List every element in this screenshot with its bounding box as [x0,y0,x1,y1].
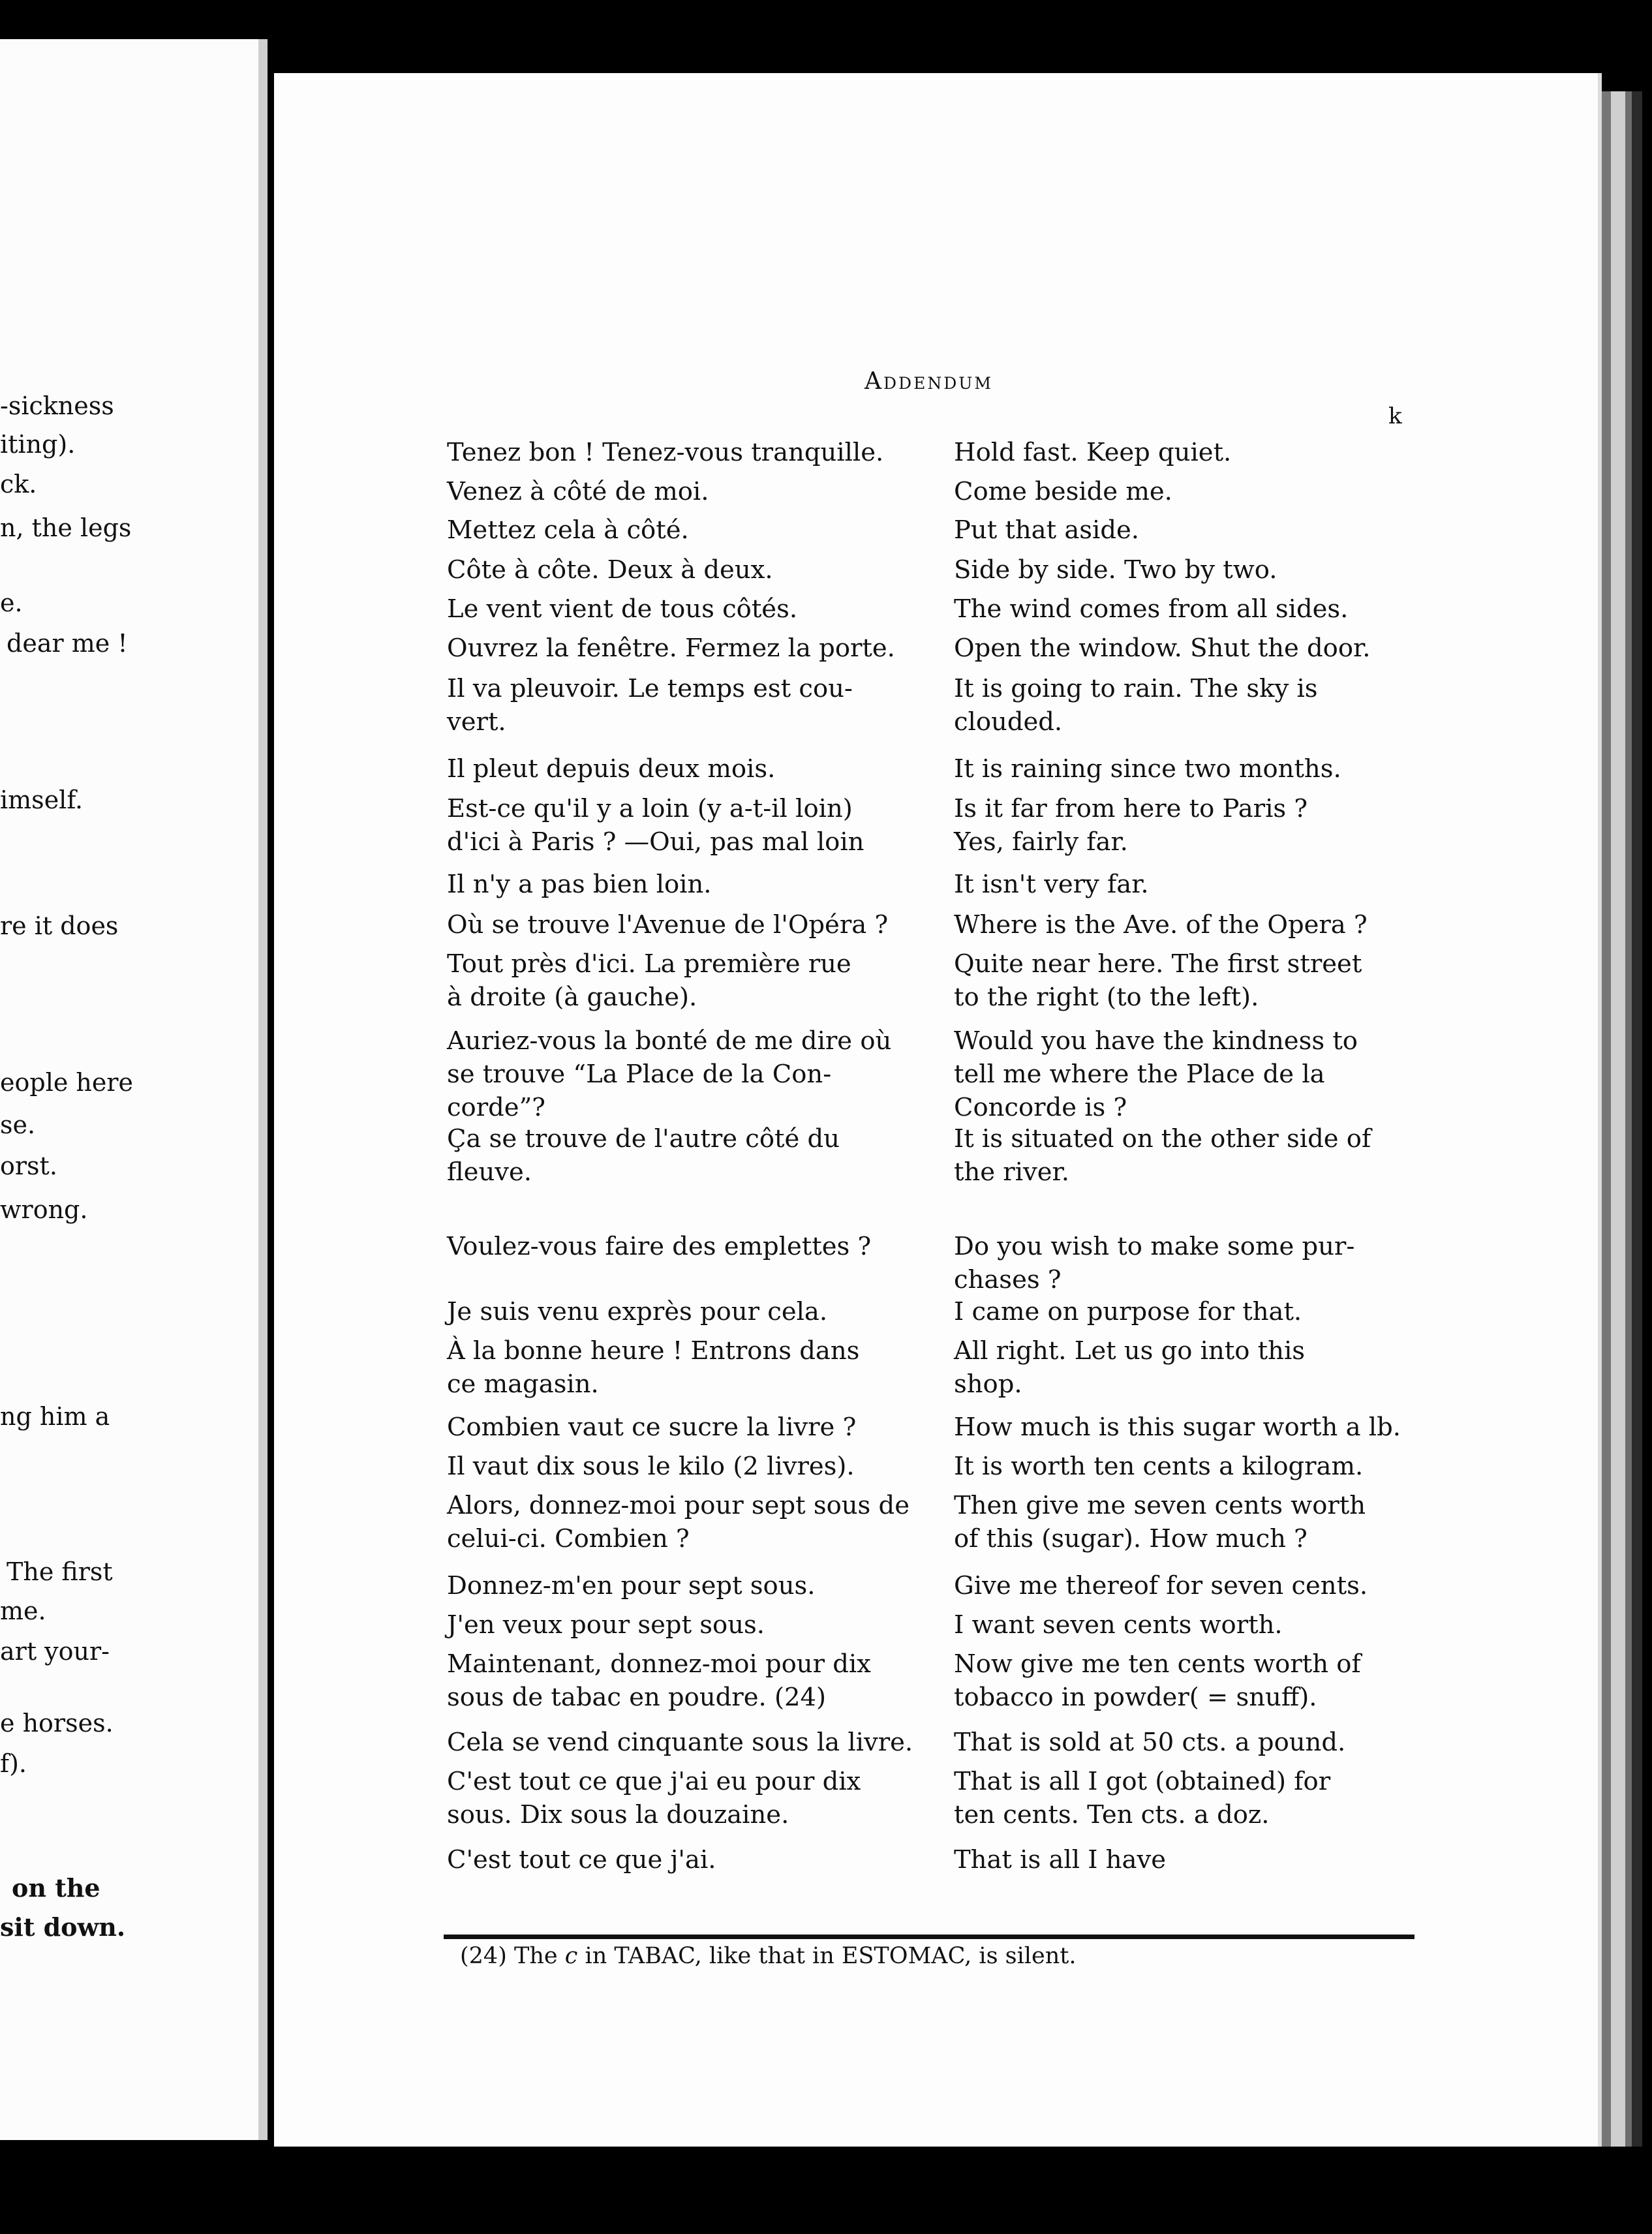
english-translation [954,868,1424,901]
english-line: That is all I have [954,1845,1166,1874]
footnote-rule [444,1935,1415,1939]
english-translation [954,792,1424,859]
left-fragment: dear me ! [7,629,128,658]
footnote-number: (24) [460,1943,507,1969]
english-translation [954,1726,1424,1759]
french-line: Venez à côté de moi. [447,477,709,506]
left-fragment: me. [0,1597,46,1625]
french-line: Je suis venu exprès pour cela. [447,1297,828,1326]
french-line: Voulez-vous faire des emplettes ? [447,1232,872,1261]
french-phrase [447,1647,936,1714]
english-line: tobacco in powder( = snuff). [954,1683,1317,1712]
left-fragment: ck. [0,470,37,498]
english-line: of this (sugar). How much ? [954,1524,1308,1553]
english-line: Come beside me. [954,477,1172,506]
english-translation [954,592,1424,626]
french-line: À la bonne heure ! Entrons dans [447,1336,860,1366]
french-phrase [447,1608,936,1642]
french-phrase [447,1411,936,1444]
english-line: Open the window. Shut the door. [954,634,1371,663]
french-line: celui-ci. Combien ? [447,1524,690,1553]
french-phrase [447,513,936,547]
french-line: Ouvrez la fenêtre. Fermez la porte. [447,634,895,663]
english-line: Side by side. Two by two. [954,555,1277,585]
french-line: J'en veux pour sept sous. [447,1610,765,1640]
french-line: d'ici à Paris ? —Oui, pas mal loin [447,827,864,857]
english-line: Concorde is ? [954,1093,1127,1122]
french-phrase [447,1122,936,1189]
english-line: Give me thereof for seven cents. [954,1571,1368,1600]
english-translation [954,1411,1424,1444]
french-phrase [447,1765,936,1831]
french-line: Combien vaut ce sucre la livre ? [447,1413,857,1442]
left-fragment: The first [7,1557,113,1586]
english-line: clouded. [954,707,1063,737]
english-translation [954,908,1424,941]
english-line: It is going to rain. The sky is [954,674,1318,703]
footnote-text: is silent. [979,1943,1077,1969]
english-line: Hold fast. Keep quiet. [954,438,1232,467]
french-line: Est-ce qu'il y a loin (y a-t-il loin) [447,794,853,823]
english-line: tell me where the Place de la [954,1060,1325,1089]
footnote-word: ESTOMAC, [841,1943,972,1969]
french-line: fleuve. [447,1157,532,1187]
french-phrase [447,1843,936,1876]
left-fragment: on the [12,1873,100,1903]
english-translation [954,672,1424,739]
english-line: Put that aside. [954,515,1140,545]
french-line: Ça se trouve de l'autre côté du [447,1124,840,1154]
left-fragment: orst. [0,1152,57,1180]
english-translation [954,475,1424,508]
english-translation [954,1230,1424,1296]
left-fragment: wrong. [0,1195,88,1224]
margin-mark: k [1388,403,1402,429]
english-line: Quite near here. The first street [954,949,1362,979]
english-translation [954,1295,1424,1328]
french-phrase [447,632,936,665]
french-phrase [447,1569,936,1602]
english-line: ten cents. Ten cts. a doz. [954,1800,1270,1829]
footnote-text: in [585,1943,607,1969]
english-line: It is raining since two months. [954,754,1341,784]
french-phrase [447,1024,936,1124]
french-line: Il n'y a pas bien loin. [447,870,712,899]
french-phrase [447,947,936,1014]
english-line: It is worth ten cents a kilogram. [954,1452,1364,1481]
english-line: Where is the Ave. of the Opera ? [954,910,1368,940]
left-fragment: art your- [0,1637,110,1666]
english-translation [954,632,1424,665]
french-phrase [447,1726,936,1759]
left-fragment: re it does [0,911,119,940]
footnote-text: like that in [709,1943,834,1969]
english-line: It isn't very far. [954,870,1149,899]
english-line: Is it far from here to Paris ? [954,794,1308,823]
english-translation [954,1647,1424,1714]
french-line: Côte à côte. Deux à deux. [447,555,773,585]
english-translation [954,436,1424,469]
french-phrase [447,752,936,786]
french-line: Il va pleuvoir. Le temps est cou- [447,674,853,703]
french-phrase [447,553,936,587]
english-line: That is all I got (obtained) for [954,1767,1331,1796]
page-edge [1625,91,1632,2147]
english-line: The wind comes from all sides. [954,594,1349,624]
footnote-word: TABAC, [614,1943,702,1969]
english-translation [954,553,1424,587]
french-line: Il vaut dix sous le kilo (2 livres). [447,1452,855,1481]
english-translation [954,1334,1424,1401]
left-fragment: imself. [0,786,84,814]
footnote-letter: c [564,1943,578,1969]
french-line: ce magasin. [447,1369,599,1399]
left-fragment: -sickness [0,391,114,420]
french-line: Il pleut depuis deux mois. [447,754,776,784]
french-phrase [447,592,936,626]
english-line: Yes, fairly far. [954,827,1128,857]
french-phrase [447,908,936,941]
left-fragment: se. [0,1110,36,1139]
left-fragment: sit down. [0,1912,126,1942]
english-line: Now give me ten cents worth of [954,1649,1361,1679]
left-fragment: iting). [0,430,76,459]
french-line: Mettez cela à côté. [447,515,689,545]
left-fragment: ng him a [0,1402,110,1431]
french-line: sous. Dix sous la douzaine. [447,1800,789,1829]
french-line: Où se trouve l'Avenue de l'Opéra ? [447,910,889,940]
french-line: sous de tabac en poudre. (24) [447,1683,826,1712]
english-translation [954,947,1424,1014]
french-phrase [447,792,936,859]
left-fragment: eople here [0,1068,134,1097]
english-line: All right. Let us go into this [954,1336,1306,1366]
french-phrase [447,868,936,901]
english-translation [954,1122,1424,1189]
english-line: Would you have the kindness to [954,1026,1358,1056]
french-line: C'est tout ce que j'ai eu pour dix [447,1767,861,1796]
french-phrase [447,672,936,739]
french-phrase [447,1295,936,1328]
french-line: C'est tout ce que j'ai. [447,1845,716,1874]
english-translation [954,1569,1424,1602]
french-line: corde”? [447,1093,545,1122]
french-phrase [447,1450,936,1483]
french-line: Maintenant, donnez-moi pour dix [447,1649,871,1679]
english-translation [954,1608,1424,1642]
french-line: Alors, donnez-moi pour sept sous de [447,1491,910,1520]
left-fragment: e horses. [0,1709,114,1737]
footnote-text: The [514,1943,558,1969]
page-edge [1632,91,1642,2147]
english-line: I want seven cents worth. [954,1610,1283,1640]
left-fragment: f). [0,1749,27,1778]
english-line: I came on purpose for that. [954,1297,1302,1326]
english-line: Then give me seven cents worth [954,1491,1366,1520]
left-fragment: e. [0,589,23,617]
english-line: chases ? [954,1265,1062,1294]
english-translation [954,1843,1424,1876]
page-edge [1602,91,1611,2147]
page-edge [1611,91,1625,2147]
english-translation [954,752,1424,786]
english-line: the river. [954,1157,1069,1187]
french-line: vert. [447,707,506,737]
footnote [460,1940,1076,1972]
english-line: It is situated on the other side of [954,1124,1371,1154]
french-phrase [447,1230,936,1263]
french-phrase [447,475,936,508]
left-fragment: n, the legs [0,513,132,542]
french-phrase [447,1334,936,1401]
english-translation [954,513,1424,547]
english-line: to the right (to the left). [954,983,1259,1012]
french-line: se trouve “La Place de la Con- [447,1060,832,1089]
french-line: Auriez-vous la bonté de me dire où [447,1026,892,1056]
english-line: Do you wish to make some pur- [954,1232,1355,1261]
english-line: That is sold at 50 cts. a pound. [954,1728,1346,1757]
french-line: Le vent vient de tous côtés. [447,594,798,624]
french-line: à droite (à gauche). [447,983,697,1012]
french-line: Cela se vend cinquante sous la livre. [447,1728,913,1757]
french-line: Donnez-m'en pour sept sous. [447,1571,816,1600]
english-translation [954,1765,1424,1831]
french-line: Tenez bon ! Tenez-vous tranquille. [447,438,884,467]
english-line: shop. [954,1369,1022,1399]
english-translation [954,1489,1424,1555]
english-translation [954,1024,1424,1124]
french-phrase [447,436,936,469]
french-line: Tout près d'ici. La première rue [447,949,851,979]
running-head: Addendum [864,368,993,395]
french-phrase [447,1489,936,1555]
english-line: How much is this sugar worth a lb. [954,1413,1401,1442]
english-translation [954,1450,1424,1483]
